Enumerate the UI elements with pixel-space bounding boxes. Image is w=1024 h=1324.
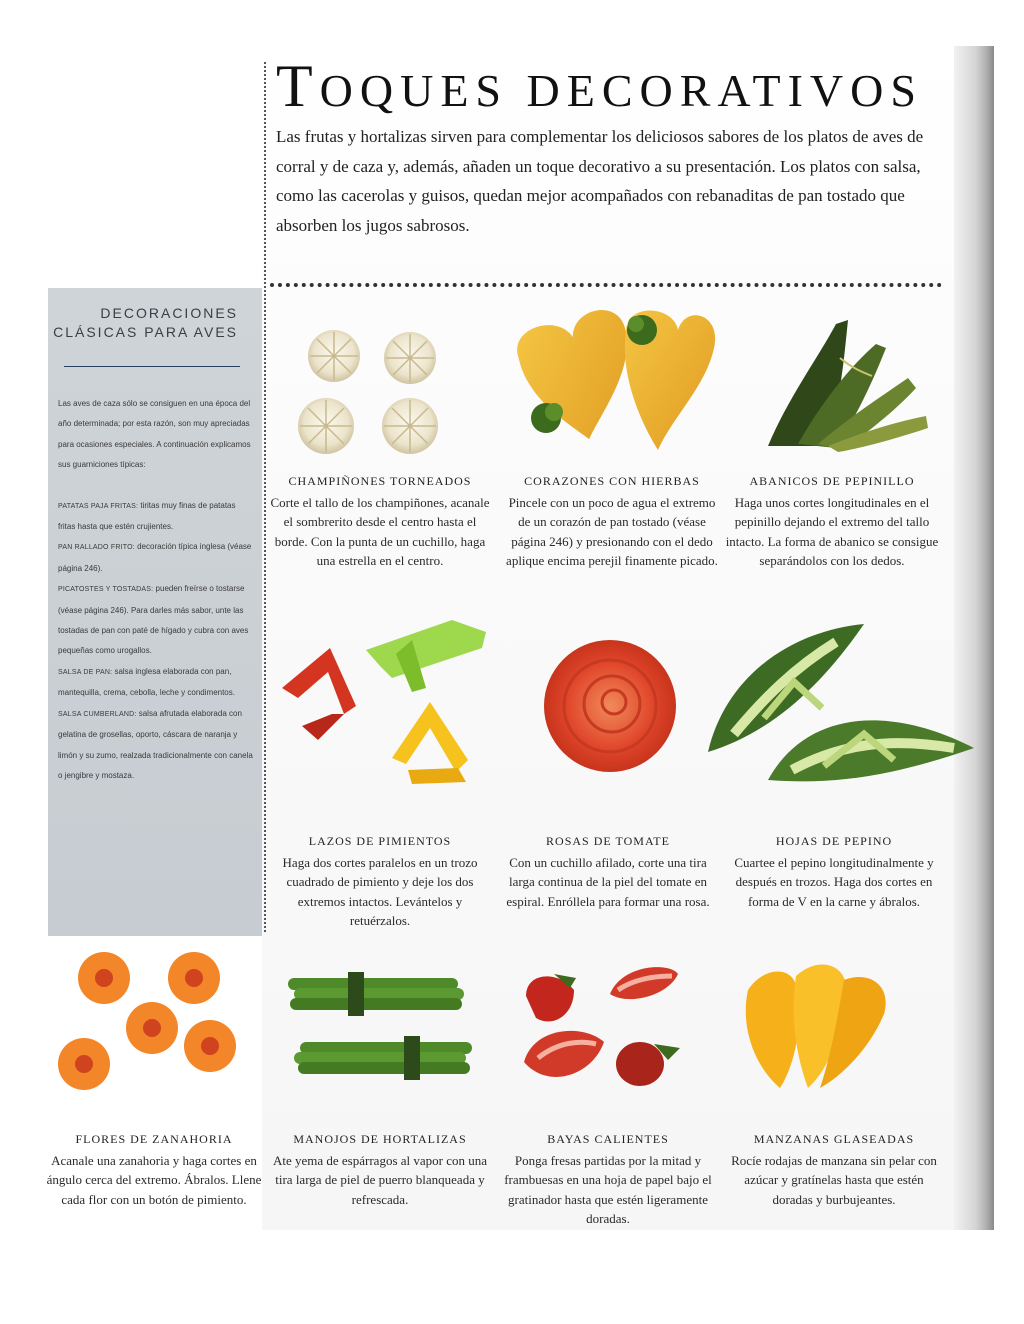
carrot-flower-icon (58, 952, 236, 1090)
cucumber-leaves-photo (704, 622, 976, 792)
caption-title: CHAMPIÑONES TORNEADOS (288, 474, 472, 488)
caption-text: Ate yema de espárragos al vapor con una tira larga de piel de puerro blanqueada y refrescada. (272, 1152, 488, 1207)
sidebar-box (48, 288, 262, 936)
hearts-photo (508, 308, 718, 468)
glazed-apples-photo (734, 956, 904, 1106)
caption-asparagus (270, 1130, 490, 1209)
sidebar-intro: Las aves de caza sólo se consiguen en una época del año determinada; por esta razón, son muy apreciadas para ocasiones especiales. A continuación explicamos sus guarniciones típicas: (58, 399, 251, 470)
caption-text: Corte el tallo de los champiñones, acanale el sombrerito desde el centro hasta el borde. Con la punta de un cuchillo, haga una estrella en el centro. (270, 494, 490, 568)
caption-title: BAYAS CALIENTES (547, 1132, 669, 1146)
sidebar-title (48, 304, 238, 342)
caption-tomato (498, 832, 718, 911)
sidebar-item-text: pueden freírse o tostarse (véase página 246). Para darles más sabor, unte las tostadas de pan con paté de hígado y cubra con aves pequeñas como urogallos. (58, 584, 249, 656)
pepper-bows-photo (272, 610, 502, 810)
caption-apples (724, 1130, 944, 1209)
caption-title: MANZANAS GLASEADAS (753, 1132, 915, 1146)
caption-cucumber (724, 832, 944, 911)
page-title: TOQUES DECORATIVOS (276, 53, 923, 119)
caption-text: Acanale una zanahoria y haga cortes en ángulo cerca del extremo. Ábralos. Llene cada flor con un botón de pimiento. (46, 1152, 262, 1207)
mushrooms-photo (282, 318, 482, 468)
sidebar-item-text: salsa afrutada elaborada con gelatina de grosellas, oporto, cáscara de naranja y limón y su zumo, realzada tradicionalmente con canela o jengibre y mostaza. (58, 708, 253, 780)
caption-title: HOJAS DE PEPINO (775, 834, 893, 848)
berries-photo (518, 956, 698, 1106)
sidebar-item-label: PICATOSTES Y TOSTADAS: (58, 586, 154, 594)
gherkin-fan-icon (768, 320, 928, 452)
caption-carrot (44, 1130, 264, 1209)
caption-berries (498, 1130, 718, 1229)
caption-title: CORAZONES CON HIERBAS (524, 474, 700, 488)
caption-gherkin (722, 472, 942, 571)
caption-title: MANOJOS DE HORTALIZAS (293, 1132, 467, 1146)
sidebar-item-text: decoración típica inglesa (véase página 246). (58, 542, 252, 573)
sidebar-item-label: PAN RALLADO FRITO: (58, 544, 135, 552)
sidebar-title-text: DECORACIONES CLÁSICAS PARA AVES (53, 305, 238, 340)
carrot-flowers-photo (44, 948, 254, 1098)
heart-toast-icon (511, 308, 715, 452)
horizontal-dotted-rule (270, 283, 942, 287)
sidebar-item (58, 662, 254, 704)
caption-hearts (502, 472, 722, 571)
caption-text: Ponga fresas partidas por la mitad y frambuesas en una hoja de papel bajo el gratinador hasta que estén ligeramente doradas. (504, 1152, 712, 1226)
sidebar-item (58, 496, 254, 538)
asparagus-bundles-photo (284, 964, 480, 1094)
tomato-rose-photo (534, 630, 684, 780)
strawberry-icon (524, 967, 680, 1086)
sidebar-item-label: SALSA CUMBERLAND: (58, 710, 137, 718)
caption-title: ABANICOS DE PEPINILLO (749, 474, 915, 488)
caption-title: LAZOS DE PIMIENTOS (308, 834, 452, 848)
sidebar-item (58, 579, 254, 662)
sidebar-item-text: tiritas muy finas de patatas fritas hasta que estén crujientes. (58, 500, 236, 532)
caption-text: Rocíe rodajas de manzana sin pelar con azúcar y gratínelas hasta que estén doradas y burbujeantes. (731, 1152, 937, 1207)
caption-text: Pincele con un poco de agua el extremo de un corazón de pan tostado (véase página 246) y presionando con el dedo aplique encima perejil finamente picado. (506, 494, 718, 568)
caption-text: Cuartee el pepino longitudinalmente y después en trozos. Haga dos cortes en forma de V en la carne y ábralos. (734, 854, 934, 909)
asparagus-bundle-icon (288, 972, 472, 1080)
sidebar-item-label: SALSA DE PAN: (58, 668, 113, 676)
caption-text: Haga dos cortes paralelos en un trozo cuadrado de pimiento y deje los dos extremos intactos. Levántelos y retuérzalos. (282, 854, 478, 928)
apple-slice-icon (746, 965, 886, 1088)
sidebar-body (58, 394, 254, 786)
caption-mushrooms (270, 472, 490, 571)
sidebar-rule (64, 366, 240, 367)
sidebar-item (58, 537, 254, 579)
gherkin-fan-photo (758, 318, 938, 458)
caption-pepper (270, 832, 490, 931)
tomato-rose-icon (544, 640, 676, 772)
caption-text: Con un cuchillo afilado, corte una tira larga continua de la piel del tomate en espiral. Enróllela para formar una rosa. (506, 854, 710, 909)
sidebar-item-label: PATATAS PAJA FRITAS: (58, 502, 139, 510)
caption-text: Haga unos cortes longitudinales en el pepinillo dejando el extremo del tallo intacto. La forma de abanico se consigue separándolos con los dedos. (725, 494, 939, 568)
sidebar-item-text: salsa inglesa elaborada con pan, mantequilla, crema, cebolla, leche y condimentos. (58, 666, 235, 698)
cucumber-leaf-icon (708, 624, 974, 781)
mushroom-icon (298, 330, 438, 454)
caption-title: ROSAS DE TOMATE (546, 834, 670, 848)
caption-title: FLORES DE ZANAHORIA (75, 1132, 233, 1146)
intro-paragraph: Las frutas y hortalizas sirven para complementar los deliciosos sabores de los platos de aves de corral y de caza y, además, añaden un toque decorativo a su presentación. Los platos con salsa, como las cacerolas y guisos, quedan mejor acompañados con rebanaditas de pan tostado que absorben los jugos sabrosos. (276, 127, 924, 235)
pepper-bow-icon (282, 620, 486, 784)
sidebar-item (58, 704, 254, 787)
vertical-dotted-rule (264, 62, 266, 932)
